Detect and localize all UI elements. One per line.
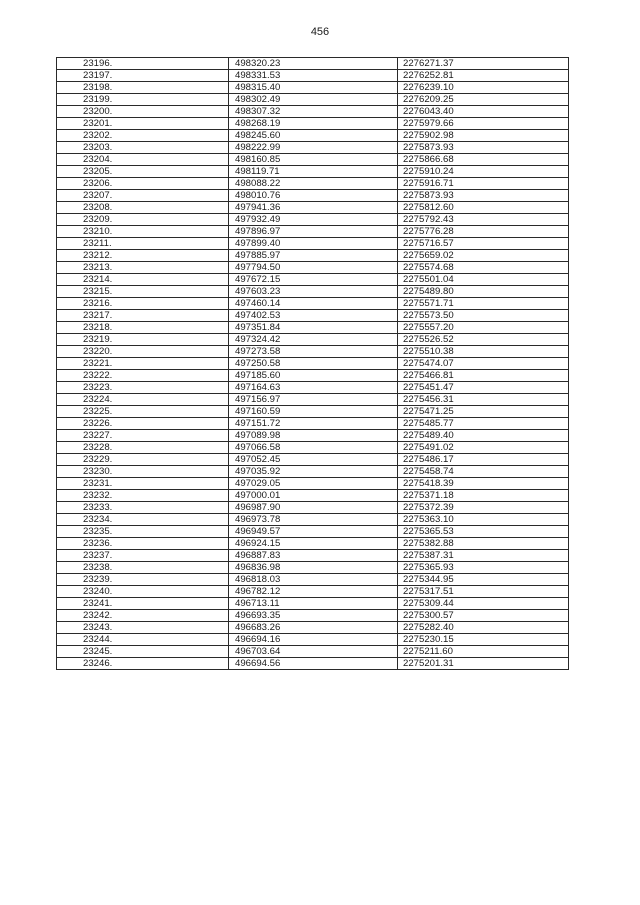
x-coordinate-cell: 496987.90 xyxy=(229,502,398,514)
point-number-cell: 23198. xyxy=(57,82,229,94)
y-coordinate-cell: 2275902.98 xyxy=(398,130,569,142)
y-coordinate-cell: 2275282.40 xyxy=(398,622,569,634)
point-number-cell: 23230. xyxy=(57,466,229,478)
point-number-cell: 23237. xyxy=(57,550,229,562)
y-coordinate-cell: 2275418.39 xyxy=(398,478,569,490)
y-coordinate-cell: 2276252.81 xyxy=(398,70,569,82)
x-coordinate-cell: 496713.11 xyxy=(229,598,398,610)
table-row xyxy=(57,574,569,586)
x-coordinate-cell: 498307.32 xyxy=(229,106,398,118)
y-coordinate-cell: 2275510.38 xyxy=(398,346,569,358)
x-coordinate-cell: 496693.35 xyxy=(229,610,398,622)
point-number-cell: 23213. xyxy=(57,262,229,274)
x-coordinate-cell: 496836.98 xyxy=(229,562,398,574)
y-coordinate-cell: 2275873.93 xyxy=(398,142,569,154)
x-coordinate-cell: 497941.36 xyxy=(229,202,398,214)
x-coordinate-cell: 498315.40 xyxy=(229,82,398,94)
y-coordinate-cell: 2276043.40 xyxy=(398,106,569,118)
point-number-cell: 23199. xyxy=(57,94,229,106)
x-coordinate-cell: 498222.99 xyxy=(229,142,398,154)
point-number-cell: 23245. xyxy=(57,646,229,658)
table-row xyxy=(57,610,569,622)
table-row xyxy=(57,118,569,130)
x-coordinate-cell: 497160.59 xyxy=(229,406,398,418)
x-coordinate-cell: 497164.63 xyxy=(229,382,398,394)
table-row xyxy=(57,274,569,286)
x-coordinate-cell: 497035.92 xyxy=(229,466,398,478)
y-coordinate-cell: 2275387.31 xyxy=(398,550,569,562)
point-number-cell: 23210. xyxy=(57,226,229,238)
y-coordinate-cell: 2275363.10 xyxy=(398,514,569,526)
y-coordinate-cell: 2275716.57 xyxy=(398,238,569,250)
x-coordinate-cell: 497794.50 xyxy=(229,262,398,274)
point-number-cell: 23246. xyxy=(57,658,229,670)
y-coordinate-cell: 2275489.80 xyxy=(398,286,569,298)
table-row xyxy=(57,310,569,322)
table-row xyxy=(57,370,569,382)
y-coordinate-cell: 2275489.40 xyxy=(398,430,569,442)
y-coordinate-cell: 2275201.31 xyxy=(398,658,569,670)
point-number-cell: 23235. xyxy=(57,526,229,538)
x-coordinate-cell: 496949.57 xyxy=(229,526,398,538)
x-coordinate-cell: 497324.42 xyxy=(229,334,398,346)
y-coordinate-cell: 2275776.28 xyxy=(398,226,569,238)
x-coordinate-cell: 498245.60 xyxy=(229,130,398,142)
y-coordinate-cell: 2275317.51 xyxy=(398,586,569,598)
table-row xyxy=(57,358,569,370)
table-row xyxy=(57,418,569,430)
point-number-cell: 23196. xyxy=(57,58,229,70)
y-coordinate-cell: 2275526.52 xyxy=(398,334,569,346)
table-row xyxy=(57,82,569,94)
y-coordinate-cell: 2275916.71 xyxy=(398,178,569,190)
point-number-cell: 23208. xyxy=(57,202,229,214)
y-coordinate-cell: 2276239.10 xyxy=(398,82,569,94)
table-row xyxy=(57,346,569,358)
point-number-cell: 23244. xyxy=(57,634,229,646)
y-coordinate-cell: 2275471.25 xyxy=(398,406,569,418)
y-coordinate-cell: 2275491.02 xyxy=(398,442,569,454)
point-number-cell: 23219. xyxy=(57,334,229,346)
x-coordinate-cell: 498331.53 xyxy=(229,70,398,82)
x-coordinate-cell: 496694.56 xyxy=(229,658,398,670)
x-coordinate-cell: 496924.15 xyxy=(229,538,398,550)
y-coordinate-cell: 2275372.39 xyxy=(398,502,569,514)
x-coordinate-cell: 498119.71 xyxy=(229,166,398,178)
point-number-cell: 23214. xyxy=(57,274,229,286)
x-coordinate-cell: 497402.53 xyxy=(229,310,398,322)
x-coordinate-cell: 497672.15 xyxy=(229,274,398,286)
x-coordinate-cell: 498088.22 xyxy=(229,178,398,190)
table-row xyxy=(57,430,569,442)
y-coordinate-cell: 2275866.68 xyxy=(398,154,569,166)
table-row xyxy=(57,142,569,154)
y-coordinate-cell: 2275458.74 xyxy=(398,466,569,478)
table-row xyxy=(57,106,569,118)
y-coordinate-cell: 2275474.07 xyxy=(398,358,569,370)
y-coordinate-cell: 2275211.60 xyxy=(398,646,569,658)
table-row xyxy=(57,538,569,550)
page-number: 456 xyxy=(310,26,330,38)
table-row xyxy=(57,586,569,598)
x-coordinate-cell: 497066.58 xyxy=(229,442,398,454)
x-coordinate-cell: 496703.64 xyxy=(229,646,398,658)
table-row xyxy=(57,490,569,502)
point-number-cell: 23243. xyxy=(57,622,229,634)
x-coordinate-cell: 497000.01 xyxy=(229,490,398,502)
table-row xyxy=(57,622,569,634)
x-coordinate-cell: 497273.58 xyxy=(229,346,398,358)
point-number-cell: 23200. xyxy=(57,106,229,118)
y-coordinate-cell: 2275873.93 xyxy=(398,190,569,202)
x-coordinate-cell: 497250.58 xyxy=(229,358,398,370)
x-coordinate-cell: 498320.23 xyxy=(229,58,398,70)
y-coordinate-cell: 2275456.31 xyxy=(398,394,569,406)
point-number-cell: 23226. xyxy=(57,418,229,430)
y-coordinate-cell: 2275485.77 xyxy=(398,418,569,430)
y-coordinate-cell: 2275365.93 xyxy=(398,562,569,574)
y-coordinate-cell: 2275792.43 xyxy=(398,214,569,226)
x-coordinate-cell: 497052.45 xyxy=(229,454,398,466)
y-coordinate-cell: 2275979.66 xyxy=(398,118,569,130)
point-number-cell: 23224. xyxy=(57,394,229,406)
y-coordinate-cell: 2275466.81 xyxy=(398,370,569,382)
point-number-cell: 23232. xyxy=(57,490,229,502)
y-coordinate-cell: 2275812.60 xyxy=(398,202,569,214)
x-coordinate-cell: 496782.12 xyxy=(229,586,398,598)
point-number-cell: 23215. xyxy=(57,286,229,298)
coordinates-table xyxy=(56,57,569,670)
y-coordinate-cell: 2275659.02 xyxy=(398,250,569,262)
point-number-cell: 23229. xyxy=(57,454,229,466)
table-row xyxy=(57,238,569,250)
y-coordinate-cell: 2276209.25 xyxy=(398,94,569,106)
y-coordinate-cell: 2275451.47 xyxy=(398,382,569,394)
point-number-cell: 23209. xyxy=(57,214,229,226)
point-number-cell: 23240. xyxy=(57,586,229,598)
point-number-cell: 23212. xyxy=(57,250,229,262)
point-number-cell: 23236. xyxy=(57,538,229,550)
point-number-cell: 23206. xyxy=(57,178,229,190)
table-row xyxy=(57,526,569,538)
point-number-cell: 23201. xyxy=(57,118,229,130)
table-row xyxy=(57,130,569,142)
point-number-cell: 23203. xyxy=(57,142,229,154)
table-row xyxy=(57,94,569,106)
table-row xyxy=(57,190,569,202)
x-coordinate-cell: 497932.49 xyxy=(229,214,398,226)
table-row xyxy=(57,394,569,406)
table-row xyxy=(57,178,569,190)
point-number-cell: 23207. xyxy=(57,190,229,202)
x-coordinate-cell: 497351.84 xyxy=(229,322,398,334)
x-coordinate-cell: 497460.14 xyxy=(229,298,398,310)
table-row xyxy=(57,262,569,274)
x-coordinate-cell: 498268.19 xyxy=(229,118,398,130)
table-row xyxy=(57,550,569,562)
x-coordinate-cell: 497185.60 xyxy=(229,370,398,382)
table-row xyxy=(57,502,569,514)
x-coordinate-cell: 497899.40 xyxy=(229,238,398,250)
point-number-cell: 23239. xyxy=(57,574,229,586)
point-number-cell: 23204. xyxy=(57,154,229,166)
table-row xyxy=(57,58,569,70)
x-coordinate-cell: 496887.83 xyxy=(229,550,398,562)
point-number-cell: 23221. xyxy=(57,358,229,370)
x-coordinate-cell: 497029.05 xyxy=(229,478,398,490)
coordinates-table-body xyxy=(57,58,569,670)
table-row xyxy=(57,454,569,466)
point-number-cell: 23238. xyxy=(57,562,229,574)
point-number-cell: 23231. xyxy=(57,478,229,490)
table-row xyxy=(57,514,569,526)
y-coordinate-cell: 2276271.37 xyxy=(398,58,569,70)
point-number-cell: 23227. xyxy=(57,430,229,442)
table-row xyxy=(57,382,569,394)
table-row xyxy=(57,298,569,310)
table-row xyxy=(57,442,569,454)
point-number-cell: 23228. xyxy=(57,442,229,454)
x-coordinate-cell: 498302.49 xyxy=(229,94,398,106)
point-number-cell: 23197. xyxy=(57,70,229,82)
x-coordinate-cell: 497885.97 xyxy=(229,250,398,262)
y-coordinate-cell: 2275571.71 xyxy=(398,298,569,310)
table-row xyxy=(57,154,569,166)
table-row xyxy=(57,466,569,478)
point-number-cell: 23225. xyxy=(57,406,229,418)
table-row xyxy=(57,406,569,418)
table-row xyxy=(57,322,569,334)
y-coordinate-cell: 2275573.50 xyxy=(398,310,569,322)
y-coordinate-cell: 2275371.18 xyxy=(398,490,569,502)
x-coordinate-cell: 497151.72 xyxy=(229,418,398,430)
y-coordinate-cell: 2275344.95 xyxy=(398,574,569,586)
y-coordinate-cell: 2275300.57 xyxy=(398,610,569,622)
table-row xyxy=(57,70,569,82)
point-number-cell: 23234. xyxy=(57,514,229,526)
x-coordinate-cell: 496818.03 xyxy=(229,574,398,586)
y-coordinate-cell: 2275486.17 xyxy=(398,454,569,466)
y-coordinate-cell: 2275557.20 xyxy=(398,322,569,334)
table-row xyxy=(57,562,569,574)
point-number-cell: 23217. xyxy=(57,310,229,322)
table-row xyxy=(57,250,569,262)
table-row xyxy=(57,166,569,178)
x-coordinate-cell: 497089.98 xyxy=(229,430,398,442)
x-coordinate-cell: 496683.26 xyxy=(229,622,398,634)
table-row xyxy=(57,214,569,226)
y-coordinate-cell: 2275574.68 xyxy=(398,262,569,274)
y-coordinate-cell: 2275501.04 xyxy=(398,274,569,286)
table-row xyxy=(57,202,569,214)
table-row xyxy=(57,646,569,658)
point-number-cell: 23218. xyxy=(57,322,229,334)
table-row xyxy=(57,634,569,646)
point-number-cell: 23220. xyxy=(57,346,229,358)
x-coordinate-cell: 497896.97 xyxy=(229,226,398,238)
table-row xyxy=(57,598,569,610)
table-row xyxy=(57,334,569,346)
point-number-cell: 23222. xyxy=(57,370,229,382)
point-number-cell: 23216. xyxy=(57,298,229,310)
y-coordinate-cell: 2275382.88 xyxy=(398,538,569,550)
point-number-cell: 23223. xyxy=(57,382,229,394)
y-coordinate-cell: 2275365.53 xyxy=(398,526,569,538)
table-row xyxy=(57,658,569,670)
point-number-cell: 23211. xyxy=(57,238,229,250)
x-coordinate-cell: 496973.78 xyxy=(229,514,398,526)
x-coordinate-cell: 497603.23 xyxy=(229,286,398,298)
point-number-cell: 23233. xyxy=(57,502,229,514)
point-number-cell: 23205. xyxy=(57,166,229,178)
x-coordinate-cell: 496694.16 xyxy=(229,634,398,646)
point-number-cell: 23241. xyxy=(57,598,229,610)
point-number-cell: 23202. xyxy=(57,130,229,142)
point-number-cell: 23242. xyxy=(57,610,229,622)
y-coordinate-cell: 2275230.15 xyxy=(398,634,569,646)
table-row xyxy=(57,286,569,298)
x-coordinate-cell: 497156.97 xyxy=(229,394,398,406)
table-row xyxy=(57,226,569,238)
x-coordinate-cell: 498010.76 xyxy=(229,190,398,202)
x-coordinate-cell: 498160.85 xyxy=(229,154,398,166)
table-row xyxy=(57,478,569,490)
y-coordinate-cell: 2275309.44 xyxy=(398,598,569,610)
y-coordinate-cell: 2275910.24 xyxy=(398,166,569,178)
